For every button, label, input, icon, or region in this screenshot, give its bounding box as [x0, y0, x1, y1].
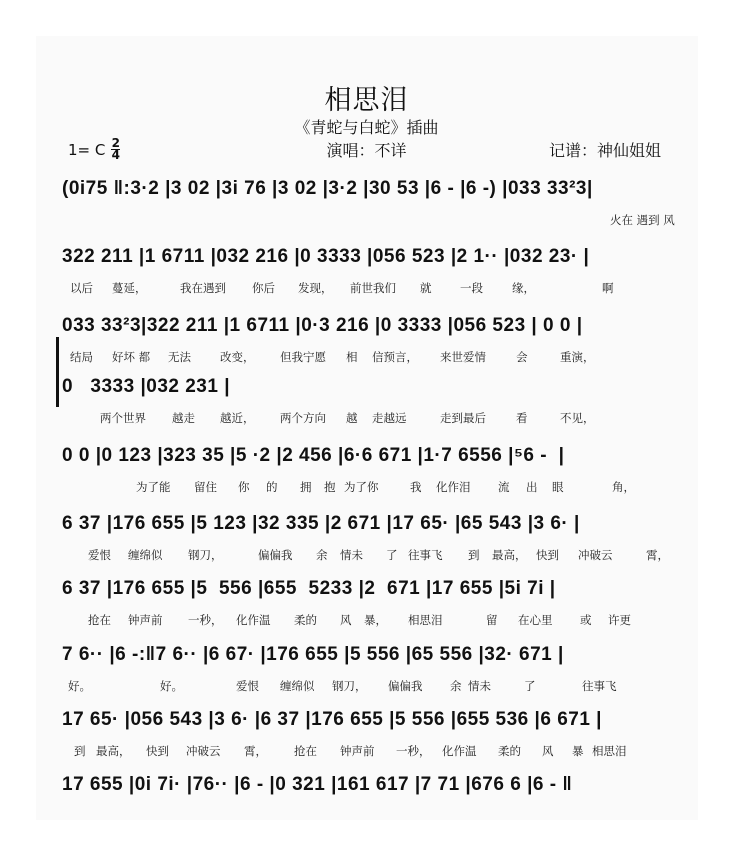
lyric-syllable: 一秒， [396, 744, 431, 758]
notation-line: 0 0 |0 123 |323 35 |5 ·2 |2 456 |6·6 671 |1·7 6556 |⁵6 - | [62, 445, 565, 466]
lyric-syllable: 两个方向 [280, 411, 326, 425]
lyric-syllable: 会 [516, 350, 528, 364]
lyric-syllable: 柔的 [294, 613, 317, 627]
notation-line: 6 37 |176 655 |5 123 |32 335 |2 671 |17 65· |65 543 |3 6· | [62, 513, 580, 534]
lyric-syllable: 在心里 [518, 613, 553, 627]
lyric-syllable: 暴 [572, 744, 584, 758]
lyric-syllable: 火在 遇到 风 [610, 213, 675, 227]
lyric-syllable: 缠绵似 [280, 679, 315, 693]
lyric-syllable: 偏偏我 [258, 548, 293, 562]
lyric-syllable: 两个世界 [100, 411, 146, 425]
lyric-syllable: 风 [542, 744, 554, 758]
lyric-syllable: 最高， [96, 744, 131, 758]
lyric-syllable: 拥 [300, 480, 312, 494]
lyric-syllable: 留 [486, 613, 498, 627]
lyric-syllable: 留住 [194, 480, 217, 494]
lyric-syllable: 抱 [324, 480, 336, 494]
lyric-syllable: 或 [580, 613, 592, 627]
lyric-syllable: 霄， [646, 548, 669, 562]
lyric-syllable: 爱恨 [88, 548, 111, 562]
lyric-syllable: 余 [450, 679, 462, 693]
lyric-syllable: 相 [346, 350, 358, 364]
lyric-syllable: 走越远 [372, 411, 407, 425]
lyric-syllable: 的 [266, 480, 278, 494]
lyric-syllable: 前世我们 [350, 281, 396, 295]
lyric-syllable: 快到 [536, 548, 559, 562]
notation-line: 17 655 |0i 7i· |76·· |6 - |0 321 |161 617 |7 71 |676 6 |6 - ‖ [62, 774, 573, 795]
lyric-syllable: 走到最后 [440, 411, 486, 425]
lyric-syllable: 到 [74, 744, 86, 758]
lyric-syllable: 风 [340, 613, 352, 627]
notation-line: 6 37 |176 655 |5 556 |655 5233 |2 671 |17 655 |5i 7i | [62, 578, 556, 599]
notator-credit: 记谱：神仙姐姐 [548, 141, 661, 160]
lyric-syllable: 你 [238, 480, 250, 494]
lyric-syllable: 化作温 [442, 744, 477, 758]
lyric-syllable: 抢在 [88, 613, 111, 627]
lyric-syllable: 我 [410, 480, 422, 494]
lyric-syllable: 就 [420, 281, 432, 295]
lyric-syllable: 但我宁愿 [280, 350, 326, 364]
lyric-syllable: 好。 [160, 679, 183, 693]
lyric-syllable: 眼 [552, 480, 564, 494]
lyric-syllable: 钢刀， [332, 679, 367, 693]
lyric-syllable: 好。 [68, 679, 91, 693]
lyric-syllable: 冲破云 [578, 548, 613, 562]
notation-line: 7 6·· |6 -:‖7 6·· |6 67· |176 655 |5 556 |65 556 |32· 671 | [62, 644, 564, 665]
lyric-syllable: 越 [346, 411, 358, 425]
lyric-syllable: 结局 [70, 350, 93, 364]
lyric-syllable: 往事飞 [408, 548, 443, 562]
lyric-syllable: 化作温 [236, 613, 271, 627]
lyric-syllable: 角， [612, 480, 635, 494]
lyric-syllable: 暴， [364, 613, 387, 627]
lyric-syllable: 啊 [602, 281, 614, 295]
time-signature: 2 4 [111, 136, 121, 162]
lyric-syllable: 了 [524, 679, 536, 693]
lyric-syllable: 无法 [168, 350, 191, 364]
lyric-syllable: 以后 [70, 281, 93, 295]
lyric-syllable: 钢刀， [188, 548, 223, 562]
singer-credit: 演唱：不详 [326, 141, 407, 160]
lyric-syllable: 爱恨 [236, 679, 259, 693]
lyric-syllable: 蔓延， [112, 281, 147, 295]
lyric-syllable: 来世爱情 [440, 350, 486, 364]
lyric-syllable: 情未 [468, 679, 491, 693]
song-subtitle: 《青蛇与白蛇》插曲 [294, 118, 439, 137]
lyric-syllable: 余 [316, 548, 328, 562]
lyric-syllable: 到 [468, 548, 480, 562]
lyric-syllable: 为了能 [136, 480, 171, 494]
lyric-syllable: 流 [498, 480, 510, 494]
notation-line: 17 65· |056 543 |3 6· |6 37 |176 655 |5 556 |655 536 |6 671 | [62, 709, 602, 730]
lyric-syllable: 最高， [492, 548, 527, 562]
lyric-syllable: 缠绵似 [128, 548, 163, 562]
notation-line: 322 211 |1 6711 |032 216 |0 3333 |056 523 |2 1·· |032 23· | [62, 246, 590, 267]
lyric-syllable: 化作泪 [436, 480, 471, 494]
lyric-syllable: 情未 [340, 548, 363, 562]
lyric-syllable: 重演， [560, 350, 595, 364]
lyric-syllable: 偏偏我 [388, 679, 423, 693]
lyric-syllable: 为了你 [344, 480, 379, 494]
lyric-syllable: 越近， [220, 411, 255, 425]
lyric-syllable: 霄， [244, 744, 267, 758]
lyric-syllable: 缘， [512, 281, 535, 295]
lyric-syllable: 信预言， [372, 350, 418, 364]
lyric-syllable: 冲破云 [186, 744, 221, 758]
key-label: 1= C [68, 140, 106, 159]
lyric-syllable: 快到 [146, 744, 169, 758]
lyric-syllable: 越走 [172, 411, 195, 425]
song-title: 相思泪 [324, 85, 409, 116]
lyric-syllable: 钟声前 [128, 613, 163, 627]
lyric-syllable: 出 [526, 480, 538, 494]
page-bottom-margin [36, 820, 698, 855]
lyric-syllable: 我在遇到 [180, 281, 226, 295]
notation-line: 033 33²3|322 211 |1 6711 |0·3 216 |0 3333 |056 523 | 0 0 | [62, 315, 583, 336]
lyric-syllable: 相思泪 [408, 613, 443, 627]
lyric-syllable: 改变， [220, 350, 255, 364]
notation-line: (0i75 ‖:3·2 |3 02 |3i 76 |3 02 |3·2 |30 53 |6 - |6 -) |033 33²3| [62, 178, 593, 199]
lyric-syllable: 一秒， [188, 613, 223, 627]
lyric-syllable: 许更 [608, 613, 631, 627]
lyric-syllable: 钟声前 [340, 744, 375, 758]
notation-line: 0 3333 |032 231 | [62, 376, 231, 397]
lyric-syllable: 不见， [560, 411, 595, 425]
lyric-syllable: 相思泪 [592, 744, 627, 758]
lyric-syllable: 了 [386, 548, 398, 562]
lyric-syllable: 你后 [252, 281, 275, 295]
lyric-syllable: 一段 [460, 281, 483, 295]
lyric-syllable: 发现， [298, 281, 333, 295]
lyric-syllable: 柔的 [498, 744, 521, 758]
lyric-syllable: 好坏 都 [112, 350, 151, 364]
lyric-syllable: 往事飞 [582, 679, 617, 693]
lyric-syllable: 抢在 [294, 744, 317, 758]
lyric-syllable: 看 [516, 411, 528, 425]
